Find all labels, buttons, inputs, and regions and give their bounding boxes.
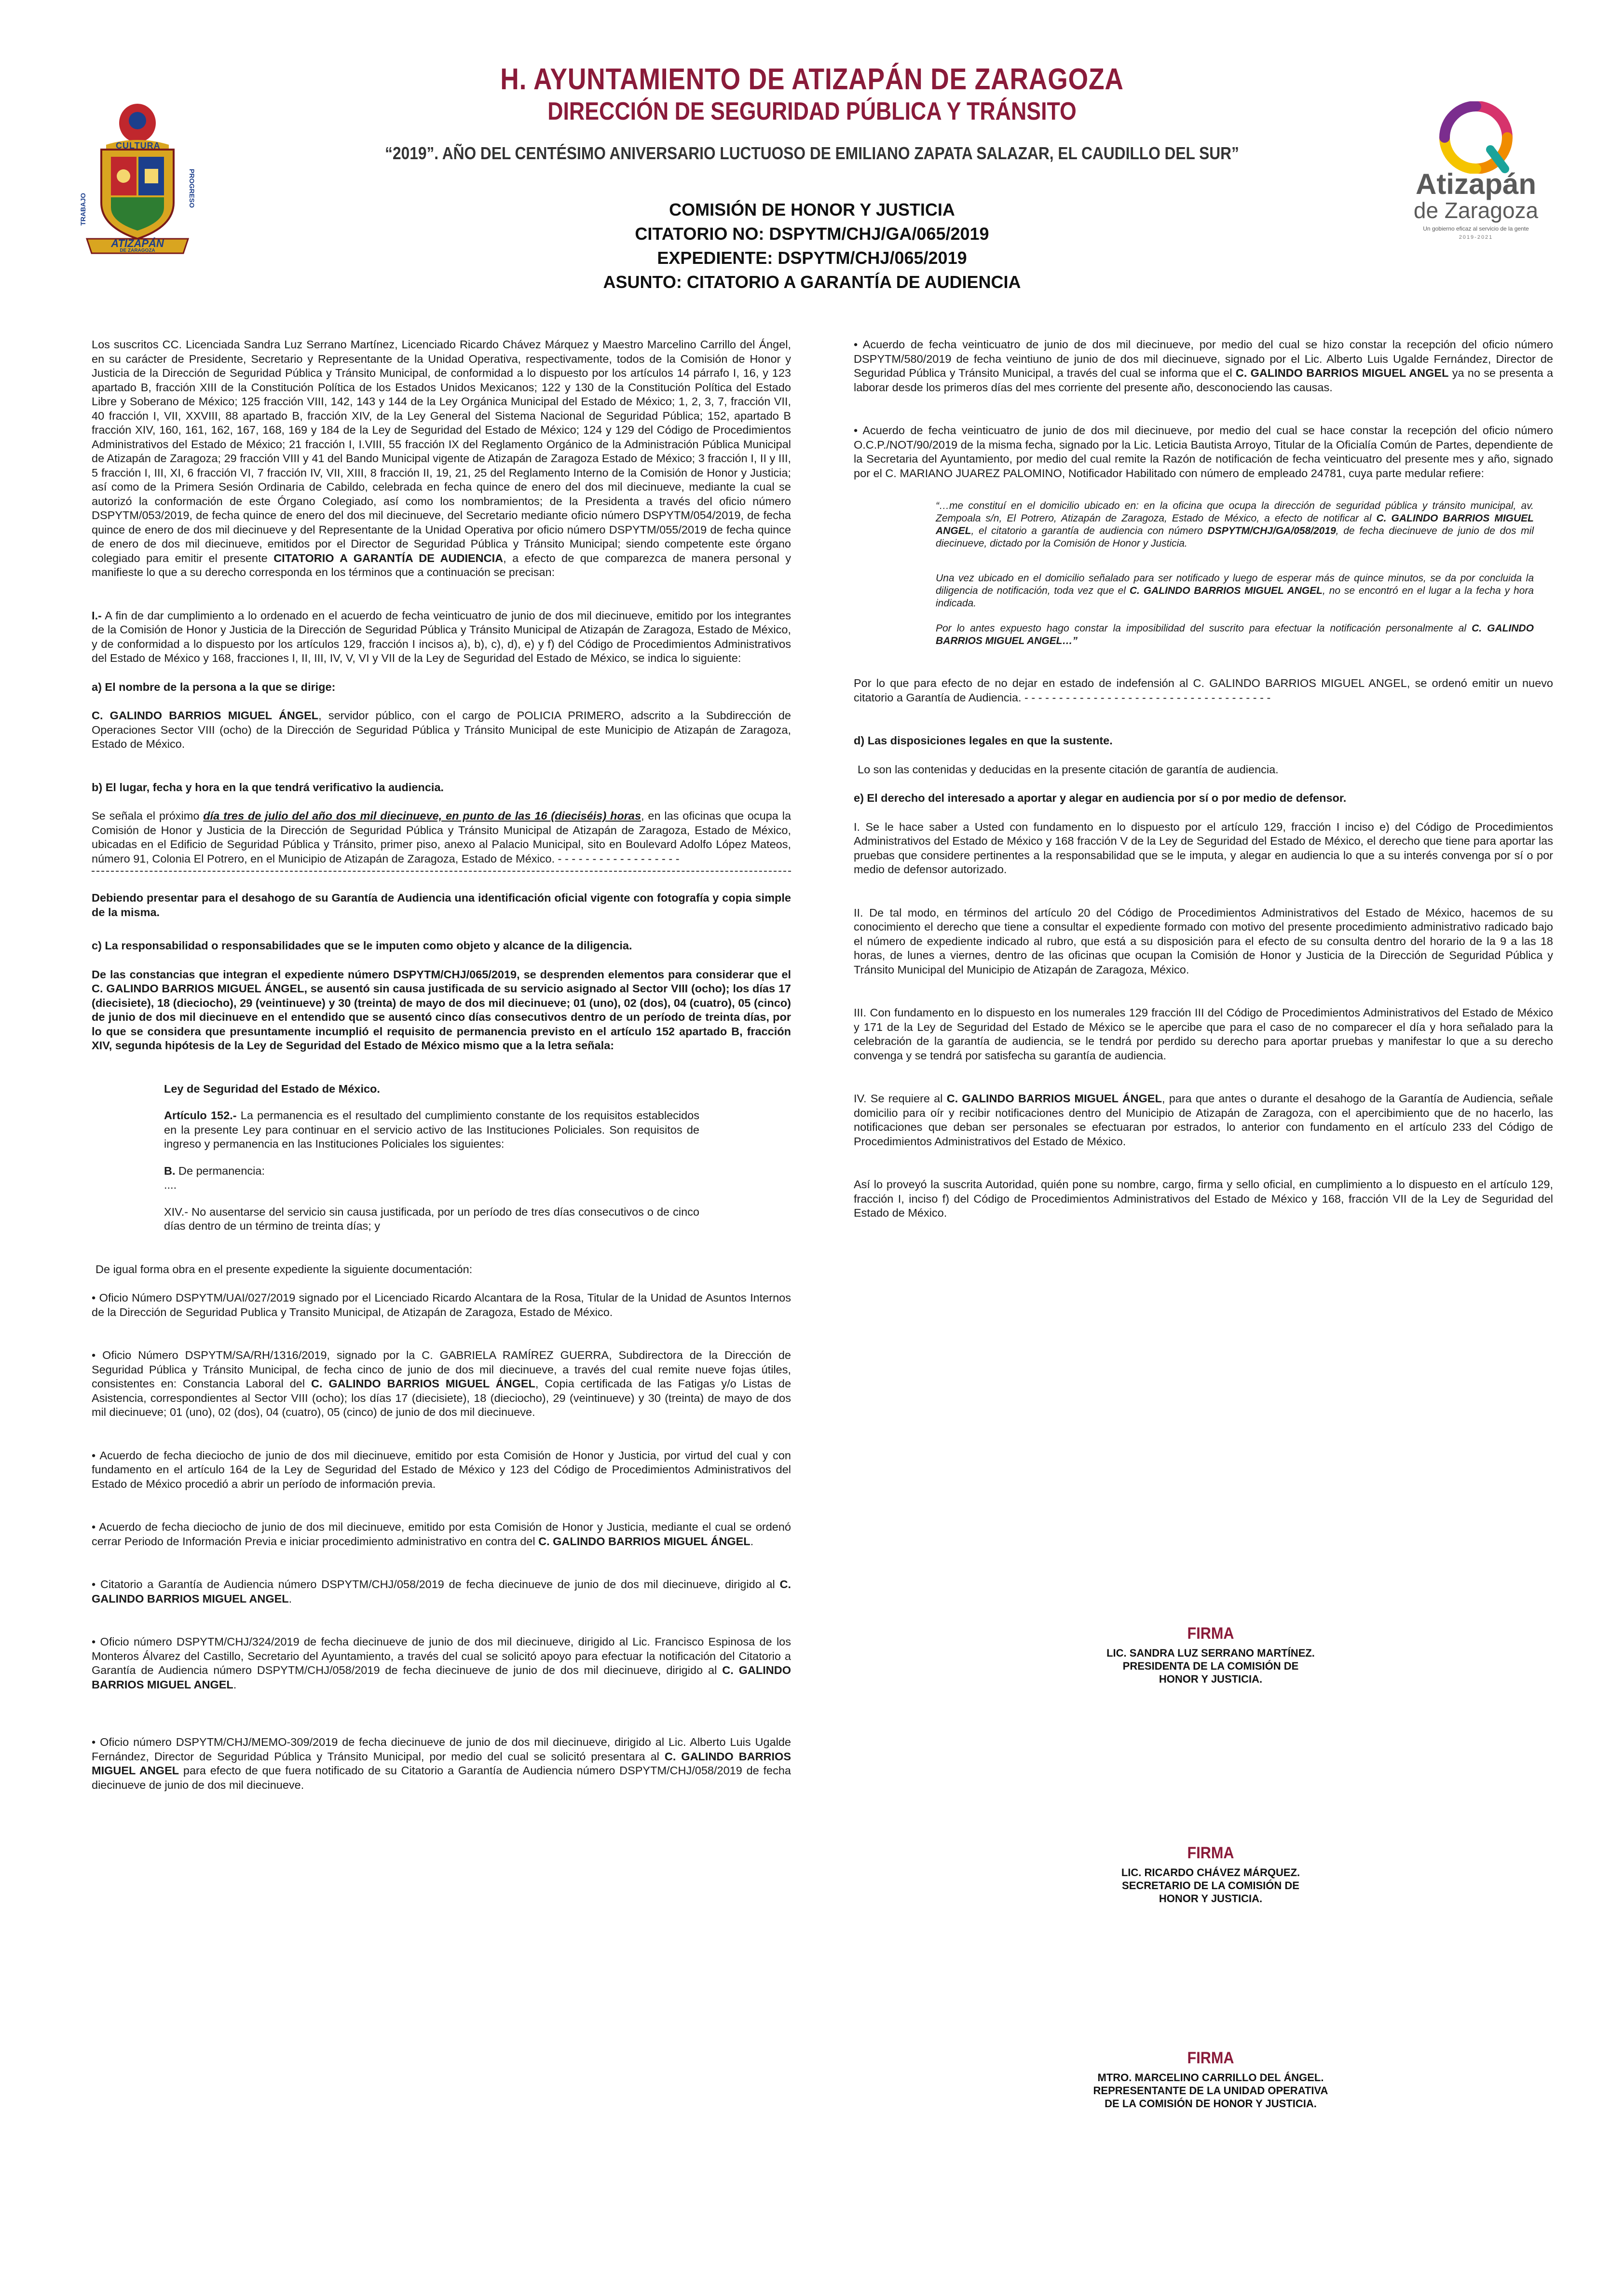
heading-d: d) Las disposiciones legales en que la sustente. <box>854 734 1113 747</box>
signature-block-representative <box>1042 2048 1379 2110</box>
case-line-asunto: ASUNTO: CITATORIO A GARANTÍA DE AUDIENCIA <box>603 272 1021 292</box>
case-line-expediente: EXPEDIENTE: DSPYTM/CHJ/065/2019 <box>657 248 967 268</box>
signature-block-secretary <box>1042 1843 1379 1905</box>
logo-left-side-left: TRABAJO <box>79 193 87 226</box>
law-b: B. De permanencia: <box>164 1164 265 1177</box>
quote-1: “…me constituí en el domicilio ubicado en: en la oficina que ocupa la dirección de seguridad pública y tránsito municipal, av. Zempoala s/n, El Potrero, Atizapán de Zaragoza, Estado de México, a efecto de notificar al C. GALINDO BARRIOS MIGUEL ANGEL, el citatorio a garantía de audiencia con número DSPYTM/CHJ/GA/058/2019, de fecha diecinueve de junio de dos mil diecinueve, dictado por la Comisión de Honor y Justicia. <box>936 500 1534 549</box>
doc-5: • Citatorio a Garantía de Audiencia número DSPYTM/CHJ/058/2019 de fecha diecinueve de junio de dos mil diecinueve, dirigido al C. GALINDO BARRIOS MIGUEL ANGEL. <box>92 1578 792 1605</box>
paragraph-new-citatorio: Por lo que para efecto de no dejar en estado de indefensión al C. GALINDO BARRIOS MIGUEL ANGEL, se ordenó emitir un nuevo citatorio a Garantía de Audiencia. - - - - - - - - - - - - - - - - - - - - - - - - - - - - - - - - - - - - <box>854 677 1553 704</box>
doc-8: • Acuerdo de fecha veinticuatro de junio de dos mil diecinueve, por medio del cual se hizo constar la recepción del oficio número DSPYTM/580/2019 de fecha veintiuno de junio de dos mil diecinueve, signado por el Lic. Alberto Luis Ugalde Fernández, Director de Seguridad Pública y Tránsito Municipal, a través del cual se informa que el C. GALINDO BARRIOS MIGUEL ANGEL ya no se presenta a laborar desde los primeros días del mes corriente del presente año, desconociendo las causas. <box>854 338 1554 394</box>
signature-block-president <box>1042 1623 1379 1686</box>
signature-role: SECRETARIO DE LA COMISIÓN DE <box>1122 1879 1299 1892</box>
atizapan-ring-icon <box>1408 101 1543 251</box>
heading-e: e) El derecho del interesado a aportar y alegar en audiencia por sí o por medio de defensor. <box>854 792 1347 804</box>
doc-9: • Acuerdo de fecha veinticuatro de junio de dos mil diecinueve, por medio del cual se hace constar la recepción del oficio número O.C.P./NOT/90/2019 de la misma fecha, signado por la Lic. Leticia Bautista Arroyo, Titular de la Oficialía Común de Partes, dependiente de la Secretaria del Ayuntamiento, por medio del cual remite la Razón de notificación de fecha veinticuatro del presente mes y año, signado por el C. MARIANO JUAREZ PALOMINO, Notificador Habilitado con número de empleado 24781, cuya parte medular refiere: <box>854 424 1553 480</box>
law-dots: .... <box>164 1179 177 1191</box>
right-column <box>854 338 1553 1235</box>
signature-label: FIRMA <box>1187 1844 1234 1862</box>
logo-right-years: 2019-2021 <box>1459 234 1493 240</box>
dashed-rule <box>92 871 791 872</box>
logo-left-side-right: PROGRESO <box>188 169 196 208</box>
left-column <box>92 338 791 1807</box>
page-subtitle: DIRECCIÓN DE SEGURIDAD PÚBLICA Y TRÁNSITO <box>547 97 1077 125</box>
law-article: Artículo 152.- La permanencia es el resultado del cumplimiento constante de los requisitos establecidos en la presente Ley para continuar en el servicio activo de las Instituciones Policiales. Son requisitos de ingreso y permanencia en las Instituciones Policiales los siguientes: <box>164 1109 700 1150</box>
signature-label: FIRMA <box>1187 1624 1234 1643</box>
logo-right-name2: de Zaragoza <box>1413 198 1539 223</box>
signature-role: REPRESENTANTE DE LA UNIDAD OPERATIVA <box>1093 2085 1328 2097</box>
quote-2: Una vez ubicado en el domicilio señalado para ser notificado y luego de esperar más de quince minutos, se da por concluida la diligencia de notificación, toda vez que el C. GALINDO BARRIOS MIGUEL ANGEL, no se encontró en el lugar a la fecha y hora indicada. <box>936 573 1534 609</box>
logo-left-banner-small: DE ZARAGOZA <box>120 248 155 253</box>
motto: “2019”. AÑO DEL CENTÉSIMO ANIVERSARIO LUCTUOSO DE EMILIANO ZAPATA SALAZAR, EL CAUDILLO DEL SUR” <box>385 143 1239 163</box>
heading-a: a) El nombre de la persona a la que se dirige: <box>92 680 336 693</box>
doc-2: • Oficio Número DSPYTM/SA/RH/1316/2019, signado por la C. GABRIELA RAMÍREZ GUERRA, Subdirectora de la Dirección de Seguridad Pública y Tránsito Municipal, de fecha cinco de junio de dos mil diecinueve, a través del cual remite nueve fojas útiles, consistentes en: Constancia Laboral del C. GALINDO BARRIOS MIGUEL ÁNGEL, Copia certificada de las Fatigas y/o Listas de Asistencia, correspondientes al Sector VIII (ocho); los días 17 (diecisiete), 18 (dieciocho), 29 (veintinueve) y 30 (treinta) de mayo de dos mil diecinueve; 01 (uno), 02 (dos), 04 (cuatro), 05 (cinco) de junio de dos mil diecinueve. <box>92 1349 792 1418</box>
logo-right-tagline: Un gobierno eficaz al servicio de la gente <box>1423 225 1529 232</box>
paragraph-e-4: IV. Se requiere al C. GALINDO BARRIOS MIGUEL ÁNGEL, para que antes o durante el desahogo de la Garantía de Audiencia, señale domicilio para oír y recibir notificaciones dentro del Municipio de Atizapán de Zaragoza, con el apercibimiento que de no hacerlo, las notificaciones que deban ser personales se efectuaran por estrados, lo anterior con fundamento en el artículo 233 del Código de Procedimientos Administrativos del Estado de México. <box>854 1092 1553 1148</box>
law-xiv: XIV.- No ausentarse del servicio sin causa justificada, por un período de tres días consecutivos o de cinco días dentro de un término de treinta días; y <box>164 1205 699 1232</box>
paragraph-section-1: I.- A fin de dar cumplimiento a lo ordenado en el acuerdo de fecha veinticuatro de junio de dos mil diecinueve, emitido por los integrantes de la Comisión de Honor y Justicia de la Dirección de Seguridad Pública y Tránsito Municipal de Atizapán de Zaragoza, Estado de México, y de conformidad a lo dispuesto por los artículos 129, fracción I incisos a), b), c), d), e) y f) del Código de Procedimientos Administrativos del Estado de México y 168, fracciones I, II, III, IV, V, VI y VII de la Ley de Seguridad del Estado de México, se indica lo siguiente: <box>92 609 791 664</box>
paragraph-e-1: I. Se le hace saber a Usted con fundamento en lo dispuesto por el artículo 129, fracción I inciso e) del Código de Procedimientos Administrativos del Estado de México y 168 fracción V de la Ley de Seguridad del Estado de México, el derecho que tiene para aportar las pruebas que considere pertinentes a la responsabilidad que se le imputa, y alegar en audiencia lo que a su interés convenga por sí o por medio de defensor autorizado. <box>854 820 1553 876</box>
case-header <box>434 198 1190 294</box>
heading-c: c) La responsabilidad o responsabilidades que se le imputen como objeto y alcance de la diligencia. <box>92 939 632 952</box>
quote-3: Por lo antes expuesto hago constar la imposibilidad del suscrito para efectuar la notificación personalmente al C. GALINDO BARRIOS MIGUEL ANGEL…” <box>936 623 1534 646</box>
signature-role-2: HONOR Y JUSTICIA. <box>1159 1893 1263 1905</box>
docs-intro: De igual forma obra en el presente expediente la siguiente documentación: <box>96 1262 473 1276</box>
notification-quote <box>936 500 1534 647</box>
signature-role-2: HONOR Y JUSTICIA. <box>1159 1673 1263 1685</box>
coat-of-arms-icon <box>77 96 198 256</box>
case-line-citatorio: CITATORIO NO: DSPYTM/CHJ/GA/065/2019 <box>635 224 989 244</box>
paragraph-b: Se señala el próximo día tres de julio del año dos mil diecinueve, en punto de las 16 (dieciséis) horas, en las oficinas que ocupa la Comisión de Honor y Justicia de la Dirección de Seguridad Pública y Tránsito Municipal de Atizapán de Zaragoza, Estado de México, ubicadas en el Edificio de Seguridad Pública y Tránsito, primer piso, anexo al Palacio Municipal, sito en Boulevard Adolfo López Mateos, número 91, Colonia El Potrero, en el Municipio de Atizapán de Zaragoza, Estado de México. - - - - - - - - - - - - - - - - - - <box>92 809 792 865</box>
doc-1: • Oficio Número DSPYTM/UAI/027/2019 signado por el Licenciado Ricardo Alcantara de la Rosa, Titular de la Unidad de Asuntos Internos de la Dirección de Seguridad Publica y Transito Municipal, de Atizapán de Zaragoza, Estado de México. <box>92 1291 791 1318</box>
page-title: H. AYUNTAMIENTO DE ATIZAPÁN DE ZARAGOZA <box>500 63 1124 96</box>
case-line-commission: COMISIÓN DE HONOR Y JUSTICIA <box>669 200 955 219</box>
doc-6: • Oficio número DSPYTM/CHJ/324/2019 de fecha diecinueve de junio de dos mil diecinueve, dirigido al Lic. Francisco Espinosa de los Monteros Álvarez del Castillo, Secretario del Ayuntamiento, a través del cual se solicitó apoyo para efectuar la notificación del Citatorio a Garantía de Audiencia número DSPYTM/CHJ/058/2019 de fecha diecinueve de junio de dos mil diecinueve, dirigido al C. GALINDO BARRIOS MIGUEL ANGEL. <box>92 1635 792 1691</box>
signature-label: FIRMA <box>1187 2049 1234 2067</box>
paragraph-e-3: III. Con fundamento en lo dispuesto en los numerales 129 fracción III del Código de Procedimientos Administrativos del Estado de México y 171 de la Ley de Seguridad del Estado de México se le apercibe que para el caso de no comparecer el día y hora señalado para la celebración de la garantía de audiencia, se le tendrá por perdido su derecho para aportar pruebas y manifestar lo que a su derecho convenga y se tendrá por satisfecha su garantía de audiencia. <box>854 1006 1553 1062</box>
paragraph-b-requirement: Debiendo presentar para el desahogo de su Garantía de Audiencia una identificación oficial vigente con fotografía y copia simple de la misma. <box>92 892 791 919</box>
signature-role-2: DE LA COMISIÓN DE HONOR Y JUSTICIA. <box>1105 2098 1317 2110</box>
law-title: Ley de Seguridad del Estado de México. <box>164 1082 380 1095</box>
signature-name: LIC. SANDRA LUZ SERRANO MARTÍNEZ. <box>1106 1647 1315 1659</box>
signature-name: MTRO. MARCELINO CARRILLO DEL ÁNGEL. <box>1097 2072 1324 2084</box>
paragraph-c: De las constancias que integran el expediente número DSPYTM/CHJ/065/2019, se desprenden elementos para considerar que el C. GALINDO BARRIOS MIGUEL ÁNGEL, se ausentó sin causa justificada de su servicio asignado al Sector VIII (ocho); los días 17 (diecisiete), 18 (dieciocho), 29 (veintinueve) y 30 (treinta) de mayo de dos mil diecinueve; 01 (uno), 02 (dos), 04 (cuatro), 05 (cinco) de junio de dos mil diecinueve en el entendido que se ausentó cinco días consecutivos dentro de un período de treinta días, por lo que se considera que presuntamente incumplió el requisito de permanencia previsto en el artículo 152 apartado B, fracción XIV, segunda hipótesis de la Ley de Seguridad del Estado de México mismo que a la letra señala: <box>92 968 791 1052</box>
logo-left-top-text: CULTURA <box>116 141 161 151</box>
doc-4: • Acuerdo de fecha dieciocho de junio de dos mil diecinueve, emitido por esta Comisión de Honor y Justicia, mediante el cual se ordenó cerrar Periodo de Información Previa e iniciar procedimiento administrativo en contra del C. GALINDO BARRIOS MIGUEL ÁNGEL. <box>92 1521 791 1548</box>
doc-7: • Oficio número DSPYTM/CHJ/MEMO-309/2019 de fecha diecinueve de junio de dos mil diecinueve, dirigido al Lic. Alberto Luis Ugalde Fernández, Director de Seguridad Pública y Tránsito Municipal, por medio del cual se solicitó presentara al C. GALINDO BARRIOS MIGUEL ANGEL para efecto de que fuera notificado de su Citatorio a Garantía de Audiencia número DSPYTM/CHJ/058/2019 de fecha diecinueve de junio de dos mil diecinueve. <box>92 1736 791 1791</box>
doc-3: • Acuerdo de fecha dieciocho de junio de dos mil diecinueve, emitido por esta Comisión de Honor y Justicia, por virtud del cual y con fundamento en el artículo 164 de la Ley de Seguridad del Estado de México y 123 del Código de Procedimientos Administrativos del Estado de México procedió a abrir un período de información previa. <box>92 1449 791 1490</box>
law-quote <box>164 1082 699 1234</box>
paragraph-preamble: Los suscritos CC. Licenciada Sandra Luz Serrano Martínez, Licenciado Ricardo Chávez Márquez y Maestro Marcelino Carrillo del Ángel, en su carácter de Presidente, Secretario y Representante de la Unidad Operativa, respectivamente, todos de la Comisión de Honor y Justicia de la Dirección de Seguridad Pública y Tránsito Municipal, de conformidad a lo dispuesto por los artículos 14 párrafo I, 16, y 123 apartado B, fracción XIII de la Constitución Política de los Estados Unidos Mexicanos; 122 y 130 de la Constitución Política del Estado Libre y Soberano de México; 125 fracción VIII, 142, 143 y 144 de la Ley Orgánica Municipal del Estado de México; 1, 2, 3, 7, fracción VII, 40 fracción I, VII, XXVIII, 88 apartado B, fracción XIV, de la Ley General del Sistema Nacional de Seguridad Pública; 152, apartado B fracción XIV, 160, 161, 162, 167, 168, 169 y 184 de la Ley de Seguridad del Estado de México; 124 y 129 del Código de Procedimientos Administrativos del Estado de México; 21 fracción I, I.VIII, 55 fracción IX del Reglamento Orgánico de la Administración Pública Municipal de Atizapán de Zaragoza; 29 fracción VIII y 41 del Bando Municipal vigente de Atizapán de Zaragoza Estado de México; 3 fracción I, II y III, 5 fracción I, III, XI, 6 fracción VI, 7 fracción IV, VII, XIII, 8 fracción II, 19, 21, 25 del Reglamento Interno de la Comisión de Honor y Justicia; así como de la Primera Sesión Ordinaria de Cabildo, celebrada en fecha quince de enero del dos mil diecinueve, mediante la cual se autorizó la conformación de este Órgano Colegiado, así como los nombramientos; de la Presidenta a través del oficio número DSPYTM/053/2019, de fecha quince de enero del dos mil diecinueve, del Secretario mediante oficio número DSPYTM/054/2019, de fecha quince de enero de dos mil diecinueve y del Representante de la Unidad Operativa por oficio número DSPYTM/055/2019 de fecha quince de enero de dos mil diecinueve, emitidos por el Director de Seguridad Pública y Tránsito Municipal; siendo competente este órgano colegiado para emitir el presente CITATORIO A GARANTÍA DE AUDIENCIA, a efecto de que comparezca de manera personal y manifieste lo que a su derecho corresponda en los términos que a continuación se precisan: <box>92 338 792 578</box>
paragraph-d: Lo son las contenidas y deducidas en la presente citación de garantía de audiencia. <box>858 763 1279 776</box>
logo-right-name: Atizapán <box>1415 168 1537 200</box>
paragraph-closing: Así lo proveyó la suscrita Autoridad, quién pone su nombre, cargo, firma y sello oficial, en cumplimiento a lo dispuesto en el artículo 129, fracción I, inciso f) del Código de Procedimientos Administrativos del Estado de México y 168, fracción VII de la Ley de Seguridad del Estado de México. <box>854 1178 1553 1219</box>
paragraph-e-2: II. De tal modo, en términos del artículo 20 del Código de Procedimientos Administrativos del Estado de México, hacemos de su conocimiento el derecho que tiene a consultar el expediente formado con motivo del presente procedimiento administrativo radicado bajo el número de expediente indicado al rubro, que está a su disposición para el efecto de su consulta dentro del horario de la 9 a las 18 horas, de lunes a viernes, dentro de las oficinas que ocupan la Comisión de Honor y Justicia de la Dirección de Seguridad Pública y Tránsito Municipal del Municipio de Atizapán de Zaragoza, México. <box>854 906 1553 976</box>
paragraph-a: C. GALINDO BARRIOS MIGUEL ÁNGEL, servidor público, con el cargo de POLICIA PRIMERO, adscrito a la Subdirección de Operaciones Sector VIII (ocho) de la Dirección de Seguridad Pública y Tránsito Municipal de este Municipio de Atizapán de Zaragoza, Estado de México. <box>92 709 791 750</box>
signature-role: PRESIDENTA DE LA COMISIÓN DE <box>1122 1660 1299 1672</box>
signature-name: LIC. RICARDO CHÁVEZ MÁRQUEZ. <box>1121 1866 1300 1879</box>
logo-left-banner: ATIZAPÁN <box>111 237 164 249</box>
heading-b: b) El lugar, fecha y hora en la que tendrá verificativo la audiencia. <box>92 781 444 794</box>
